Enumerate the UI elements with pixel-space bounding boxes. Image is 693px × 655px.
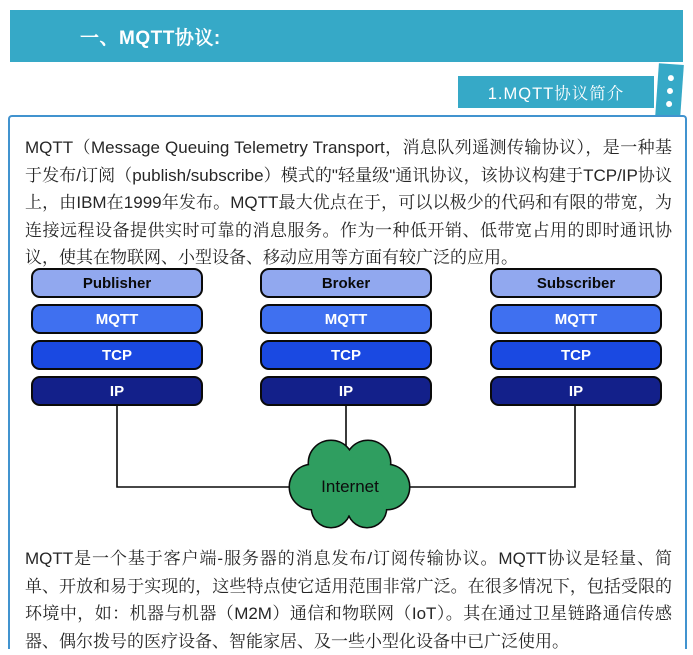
subscriber-protocol-stack	[490, 268, 662, 412]
subsection-badge-label: 1.MQTT协议简介	[487, 85, 625, 103]
mqtt-layer-box: MQTT	[490, 304, 662, 334]
section-title: 一、MQTT协议:	[80, 27, 221, 49]
content-panel	[8, 115, 687, 649]
broker-protocol-stack	[260, 268, 432, 412]
subscriber-box: Subscriber	[490, 268, 662, 298]
dot-icon	[665, 101, 671, 107]
publisher-box: Publisher	[31, 268, 203, 298]
broker-box: Broker	[260, 268, 432, 298]
closing-paragraph: MQTT是一个基于客户端-服务器的消息发布/订阅传输协议。MQTT协议是轻量、简单、开放和易于实现的，这些特点使它适用范围非常广泛。在很多情况下，包括受限的环境中，如：机器与机器（M2M）通信和物联网（IoT）。其在通过卫星链路通信传感器、偶尔拨号的医疗设备、智能家居、及一些小型化设备中已广泛使用。	[25, 549, 672, 651]
ip-layer-box: IP	[490, 376, 662, 406]
section-header-bar	[10, 10, 683, 62]
ip-layer-box: IP	[31, 376, 203, 406]
publisher-protocol-stack	[31, 268, 203, 412]
publisher-connector-line	[117, 404, 290, 487]
ip-layer-box: IP	[260, 376, 432, 406]
dot-icon	[667, 75, 673, 81]
dot-icon	[666, 88, 672, 94]
tcp-layer-box: TCP	[490, 340, 662, 370]
vertical-ellipsis-icon	[655, 63, 684, 119]
subscriber-connector-line	[409, 404, 575, 487]
intro-paragraph: MQTT（Message Queuing Telemetry Transport，消息队列遥测传输协议），是一种基于发布/订阅（publish/subscribe）模式的"轻量级"通讯协议，该协议构建于TCP/IP协议上，由IBM在1999年发布。MQTT最大优点在于，可以以极少的代码和有限的带宽，为连接远程设备提供实时可靠的消息服务。作为一种低开销、低带宽占用的即时通讯协议，使其在物联网、小型设备、移动应用等方面有较广泛的应用。	[25, 138, 672, 267]
mqtt-architecture-diagram	[10, 268, 685, 536]
tcp-layer-box: TCP	[260, 340, 432, 370]
mqtt-layer-box: MQTT	[31, 304, 203, 334]
internet-cloud-label: Internet	[321, 477, 379, 496]
tcp-layer-box: TCP	[31, 340, 203, 370]
mqtt-layer-box: MQTT	[260, 304, 432, 334]
subsection-badge	[458, 76, 654, 108]
